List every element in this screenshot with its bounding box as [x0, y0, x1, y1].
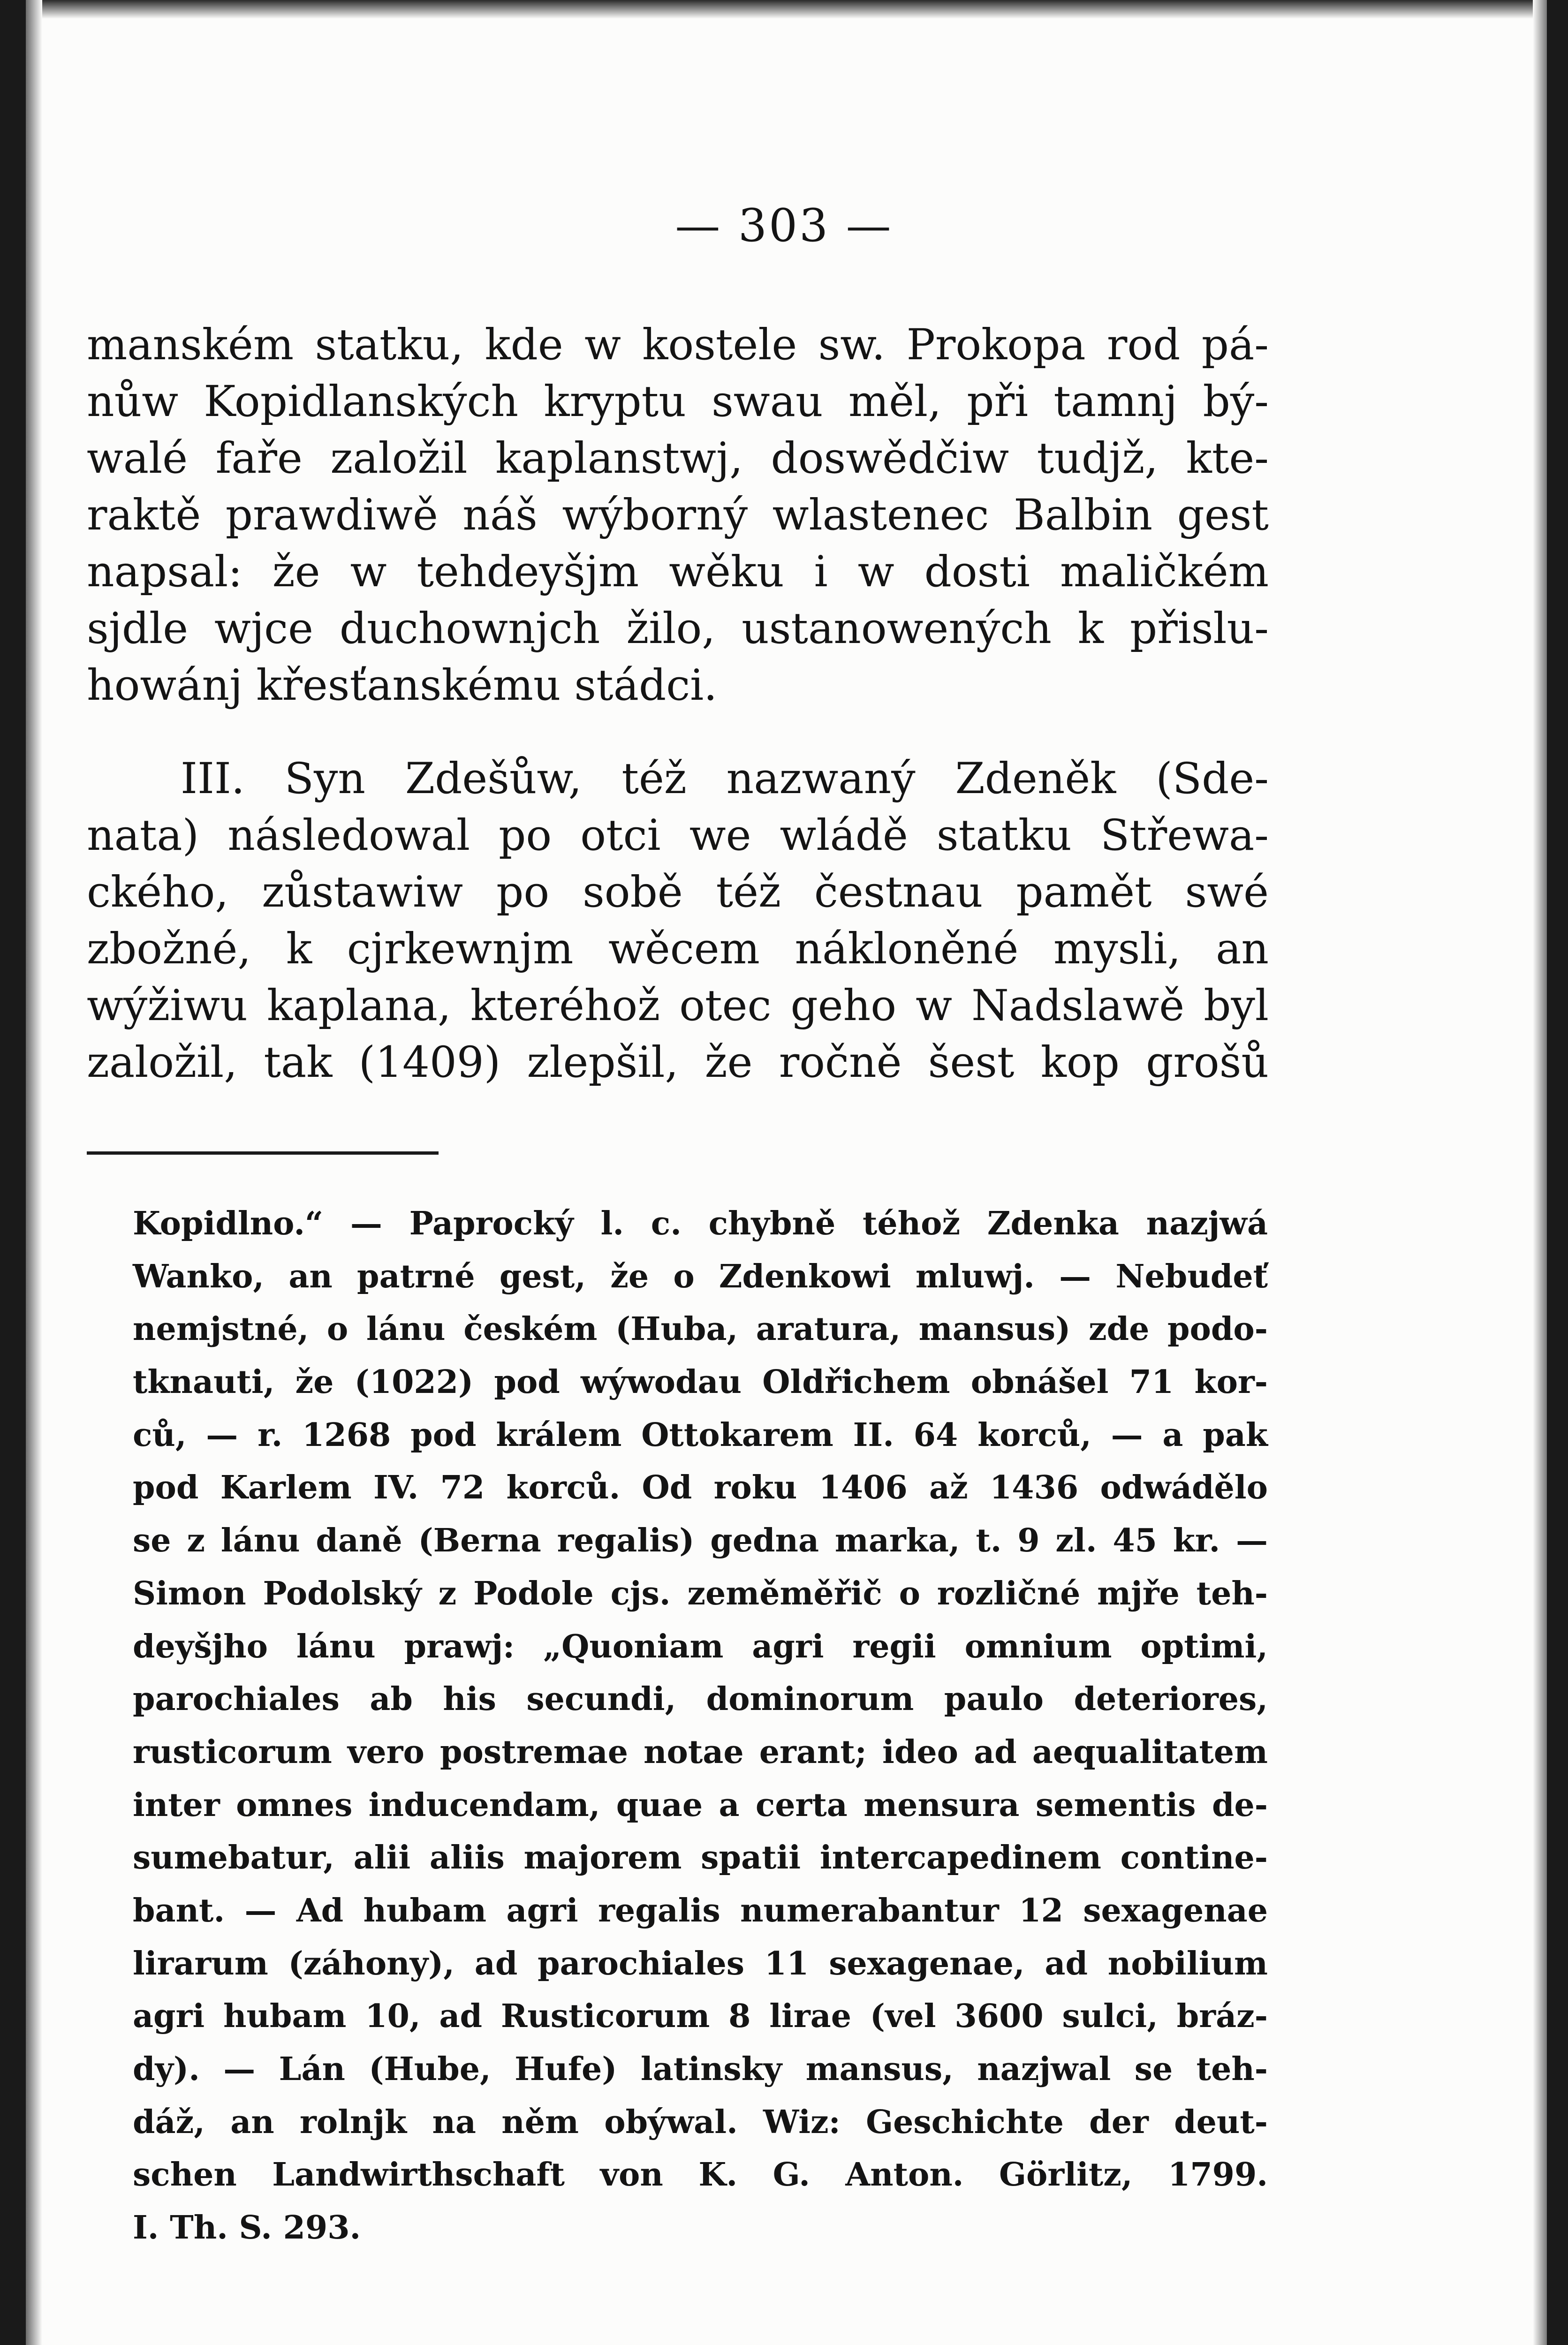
footnote-line: nemjstné, o lánu českém (Huba, aratura, mansus) zde podo- [133, 1310, 1268, 1348]
footnote-line: Wanko, an patrné gest, že o Zdenkowi mluwj. — Nebudeť [133, 1257, 1268, 1295]
text-line: manském statku, kde w kostele sw. Prokopa rod pá- [87, 320, 1269, 370]
text-line: založil, tak (1409) zlepšil, že ročně šest kop grošů [87, 1038, 1269, 1087]
footnote-line: Simon Podolský z Podole cjs. zeměměřič o rozličné mjře teh- [133, 1574, 1268, 1612]
page-right-shadow [1533, 0, 1547, 2345]
footnote-line: schen Landwirthschaft von K. G. Anton. Görlitz, 1799. [133, 2156, 1268, 2194]
text-line: sjdle wjce duchownjch žilo, ustanowených k přislu- [87, 604, 1269, 653]
footnote-separator-rule [87, 1151, 439, 1155]
footnote-line: bant. — Ad hubam agri regalis numerabantur 12 sexagenae [133, 1891, 1268, 1929]
footnote-line: agri hubam 10, ad Rusticorum 8 lirae (vel 3600 sulci, bráz- [133, 1997, 1268, 2035]
page-number: — 303 — [675, 199, 893, 252]
text-line: wýžiwu kaplana, kteréhož otec geho w Nadslawě byl [87, 981, 1269, 1030]
footnote-line: rusticorum vero postremae notae erant; ideo ad aequalitatem [133, 1733, 1268, 1771]
footnote [133, 1197, 1268, 2254]
footnote-line: tknauti, že (1022) pod wýwodau Oldřichem obnášel 71 kor- [133, 1363, 1268, 1401]
footnote-line: dáž, an rolnjk na něm obýwal. Wiz: Geschichte der deut- [133, 2103, 1268, 2141]
footnote-line: Kopidlno.“ — Paprocký l. c. chybně téhož Zdenka nazjwá [133, 1205, 1268, 1242]
text-line: nata) následowal po otci we wládě statku Střewa- [87, 811, 1269, 860]
text-line: nůw Kopidlanských kryptu swau měl, při tamnj bý- [87, 377, 1269, 426]
footnote-line: dy). — Lán (Hube, Hufe) latinsky mansus, nazjwal se teh- [133, 2050, 1268, 2088]
paragraph-gap [87, 714, 1269, 750]
page-left-edge [0, 0, 26, 2345]
footnote-line: sumebatur, alii aliis majorem spatii intercapedinem contine- [133, 1839, 1268, 1877]
footnote-line: ců, — r. 1268 pod králem Ottokarem II. 64 korců, — a pak [133, 1416, 1268, 1454]
footnote-line: inter omnes inducendam, quae a certa mensura sementis de- [133, 1786, 1268, 1824]
footnote-line: se z lánu daně (Berna regalis) gedna marka, t. 9 zl. 45 kr. — [133, 1522, 1268, 1560]
text-line: III. Syn Zdešůw, též nazwaný Zdeněk (Sde- [181, 754, 1269, 803]
text-line: napsal: že w tehdeyšjm wěku i w dosti maličkém [87, 547, 1269, 597]
footnote-line: pod Karlem IV. 72 korců. Od roku 1406 až 1436 odwádělo [133, 1469, 1268, 1507]
text-line: zbožné, k cjrkewnjm wěcem nákloněné mysli, an [87, 924, 1269, 974]
footnote-line: I. Th. S. 293. [133, 2209, 361, 2247]
footnote-line: deyšjho lánu prawj: „Quoniam agri regii omnium optimi, [133, 1627, 1268, 1665]
page-right-edge [1547, 0, 1568, 2345]
footnote-line: lirarum (záhony), ad parochiales 11 sexagenae, ad nobilium [133, 1944, 1268, 1982]
page-top-shadow [0, 0, 1568, 19]
text-line: walé faře založil kaplanstwj, doswědčiw tudjž, kte- [87, 434, 1269, 483]
main-text [87, 317, 1269, 1091]
text-line: howánj křesťanskému stádci. [87, 661, 718, 710]
page-left-shadow [26, 0, 42, 2345]
text-line: raktě prawdiwě náš wýborný wlastenec Balbin gest [87, 491, 1269, 540]
footnote-line: parochiales ab his secundi, dominorum paulo deteriores, [133, 1680, 1268, 1718]
text-line: ckého, zůstawiw po sobě též čestnau pamět swé [87, 868, 1269, 917]
